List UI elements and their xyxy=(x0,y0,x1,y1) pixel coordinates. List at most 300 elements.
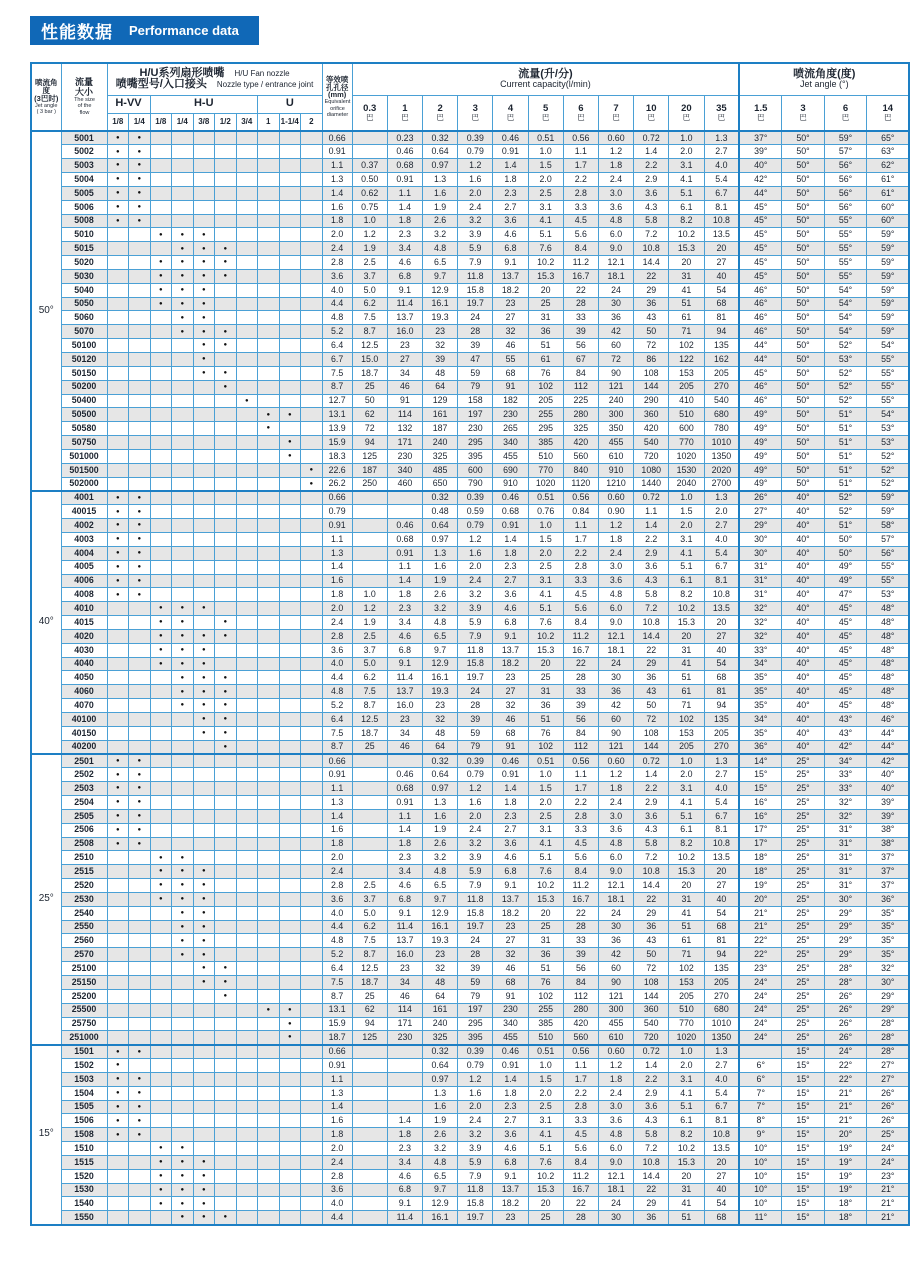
nozzle-availability-empty xyxy=(172,754,194,768)
nozzle-size-header: 1-1/4 xyxy=(279,113,301,131)
flow-value: 22 xyxy=(563,906,598,920)
table-row xyxy=(31,602,909,616)
nozzle-availability-empty xyxy=(301,657,323,671)
flow-value: 0.46 xyxy=(493,131,528,145)
flow-value: 5.8 xyxy=(634,214,669,228)
flow-value: 81 xyxy=(704,311,739,325)
flow-value: 1.3 xyxy=(704,491,739,505)
flow-value: 1.2 xyxy=(458,1072,493,1086)
flow-value: 205 xyxy=(704,975,739,989)
nozzle-availability-empty xyxy=(193,173,215,187)
orifice-diameter-value: 4.0 xyxy=(322,906,352,920)
jet-angle-value: 40° xyxy=(782,712,825,726)
flow-value: 4.1 xyxy=(528,214,563,228)
flow-value: 4.5 xyxy=(563,588,598,602)
flow-value: 40 xyxy=(704,892,739,906)
flow-value: 3.2 xyxy=(458,588,493,602)
nozzle-availability-empty xyxy=(172,131,194,145)
flow-value: 15.0 xyxy=(352,353,387,367)
nozzle-availability-empty xyxy=(258,712,280,726)
nozzle-availability-empty xyxy=(258,449,280,463)
nozzle-availability-empty xyxy=(193,1086,215,1100)
table-row xyxy=(31,1059,909,1073)
nozzle-availability-empty xyxy=(301,851,323,865)
jet-angle-value: 53° xyxy=(867,422,910,436)
group-angle-label: 15° xyxy=(31,1045,61,1225)
orifice-diameter-value: 1.3 xyxy=(322,173,352,187)
nozzle-availability-empty xyxy=(172,712,194,726)
jet-angle-col-zh2: (3巴时) xyxy=(34,93,59,103)
flow-value: 79 xyxy=(458,380,493,394)
nozzle-availability-empty xyxy=(279,616,301,630)
flow-value: 7.5 xyxy=(352,311,387,325)
flow-value: 9.1 xyxy=(493,256,528,270)
orifice-diameter-value: 2.0 xyxy=(322,851,352,865)
flow-value: 10.2 xyxy=(528,256,563,270)
table-row xyxy=(31,353,909,367)
jet-angle-value: 40° xyxy=(739,159,782,173)
jet-angle-value: 15° xyxy=(782,1183,825,1197)
model-number: 501000 xyxy=(61,449,107,463)
flow-value: 0.64 xyxy=(423,519,458,533)
nozzle-availability-empty xyxy=(279,1100,301,1114)
nozzle-availability-empty xyxy=(258,491,280,505)
flow-value: 325 xyxy=(563,422,598,436)
jet-angle-value: 25° xyxy=(782,796,825,810)
nozzle-availability-empty xyxy=(301,325,323,339)
jet-angle-value: 59° xyxy=(867,256,910,270)
nozzle-availability-dot: ● xyxy=(215,962,237,976)
flow-value: 29 xyxy=(634,1197,669,1211)
nozzle-availability-empty xyxy=(215,823,237,837)
flow-value: 4.1 xyxy=(669,173,704,187)
table-row xyxy=(31,242,909,256)
flow-value: 1.8 xyxy=(493,1086,528,1100)
jet-angle-value: 59° xyxy=(867,325,910,339)
nozzle-availability-empty xyxy=(301,256,323,270)
nozzle-availability-dot: ● xyxy=(129,145,151,159)
flow-value: 1.9 xyxy=(352,242,387,256)
flow-value: 0.56 xyxy=(563,491,598,505)
nozzle-availability-empty xyxy=(193,588,215,602)
nozzle-availability-dot: ● xyxy=(172,906,194,920)
jet-angle-value: 15° xyxy=(782,1197,825,1211)
orifice-diameter-value: 4.8 xyxy=(322,311,352,325)
nozzle-availability-empty xyxy=(193,1031,215,1045)
flow-value: 0.60 xyxy=(598,1045,633,1059)
model-number: 1503 xyxy=(61,1072,107,1086)
nozzle-availability-dot: ● xyxy=(193,671,215,685)
jet-angle-value: 6° xyxy=(739,1072,782,1086)
flow-value: 22 xyxy=(563,283,598,297)
orifice-diameter-value: 1.1 xyxy=(322,532,352,546)
nozzle-availability-empty xyxy=(301,629,323,643)
flow-value: 18.2 xyxy=(493,1197,528,1211)
flow-value xyxy=(352,768,387,782)
orifice-col-zh3: (mm) xyxy=(327,90,347,100)
flow-value: 0.51 xyxy=(528,754,563,768)
flow-value xyxy=(352,1197,387,1211)
nozzle-availability-empty xyxy=(215,436,237,450)
flow-value: 4.3 xyxy=(634,823,669,837)
flow-value: 153 xyxy=(669,366,704,380)
nozzle-availability-empty xyxy=(279,879,301,893)
nozzle-availability-empty xyxy=(258,989,280,1003)
nozzle-availability-dot: ● xyxy=(107,1045,129,1059)
flow-value: 4.8 xyxy=(598,837,633,851)
nozzle-availability-empty xyxy=(215,173,237,187)
jet-angle-value: 40° xyxy=(782,685,825,699)
flow-value: 3.2 xyxy=(423,1142,458,1156)
nozzle-availability-empty xyxy=(107,962,129,976)
nozzle-availability-dot: ● xyxy=(150,629,172,643)
table-row xyxy=(31,851,909,865)
capacity-header-zh: 流量(升/分) xyxy=(518,67,573,80)
flow-value: 205 xyxy=(669,740,704,754)
flow-value: 27 xyxy=(493,311,528,325)
nozzle-availability-empty xyxy=(107,256,129,270)
table-row xyxy=(31,1114,909,1128)
jet-angle-value: 45° xyxy=(824,671,867,685)
flow-value: 1.0 xyxy=(352,214,387,228)
nozzle-availability-empty xyxy=(215,131,237,145)
flow-value: 90 xyxy=(598,726,633,740)
nozzle-availability-empty xyxy=(107,449,129,463)
model-number: 2560 xyxy=(61,934,107,948)
flow-value: 600 xyxy=(458,463,493,477)
jet-angle-value: 53° xyxy=(824,353,867,367)
nozzle-availability-empty xyxy=(107,740,129,754)
table-row xyxy=(31,200,909,214)
jet-angle-value: 60° xyxy=(867,200,910,214)
nozzle-availability-dot: ● xyxy=(107,1100,129,1114)
flow-value: 3.6 xyxy=(493,214,528,228)
flow-value: 2.6 xyxy=(423,837,458,851)
nozzle-availability-empty xyxy=(150,920,172,934)
flow-value: 3.2 xyxy=(423,228,458,242)
nozzle-availability-empty xyxy=(279,768,301,782)
nozzle-availability-dot: ● xyxy=(172,616,194,630)
nozzle-availability-empty xyxy=(301,131,323,145)
jet-angle-value: 21° xyxy=(739,906,782,920)
table-row xyxy=(31,906,909,920)
nozzle-availability-empty xyxy=(129,242,151,256)
flow-value: 2.0 xyxy=(458,1100,493,1114)
jet-angle-value: 15° xyxy=(739,782,782,796)
nozzle-availability-dot: ● xyxy=(172,311,194,325)
jet-angle-col-en: Jet angle xyxy=(35,102,58,109)
table-row xyxy=(31,837,909,851)
table-row xyxy=(31,256,909,270)
nozzle-availability-empty xyxy=(129,228,151,242)
nozzle-availability-empty xyxy=(215,934,237,948)
nozzle-availability-empty xyxy=(215,1114,237,1128)
nozzle-availability-dot: ● xyxy=(172,325,194,339)
flow-value: 1.3 xyxy=(423,173,458,187)
flow-value: 6.8 xyxy=(387,1183,422,1197)
nozzle-availability-dot: ● xyxy=(301,463,323,477)
flow-value: 36 xyxy=(528,325,563,339)
flow-value: 1010 xyxy=(704,1017,739,1031)
flow-value: 0.72 xyxy=(634,491,669,505)
flow-value: 71 xyxy=(669,699,704,713)
jet-angle-value: 24° xyxy=(739,989,782,1003)
nozzle-availability-dot: ● xyxy=(172,865,194,879)
flow-value: 270 xyxy=(704,380,739,394)
flow-value: 2.0 xyxy=(528,796,563,810)
nozzle-availability-empty xyxy=(258,657,280,671)
flow-value: 10.2 xyxy=(669,228,704,242)
model-number: 4050 xyxy=(61,671,107,685)
flow-value: 1.2 xyxy=(598,1059,633,1073)
nozzle-availability-empty xyxy=(172,366,194,380)
flow-value: 1020 xyxy=(669,449,704,463)
flow-value: 4.1 xyxy=(528,1128,563,1142)
nozzle-availability-empty xyxy=(215,394,237,408)
flow-value: 16.0 xyxy=(387,699,422,713)
nozzle-availability-empty xyxy=(150,962,172,976)
model-number: 25500 xyxy=(61,1003,107,1017)
nozzle-availability-dot: ● xyxy=(258,408,280,422)
jet-angle-value: 28° xyxy=(824,962,867,976)
jet-angle-value: 48° xyxy=(867,616,910,630)
nozzle-availability-empty xyxy=(172,436,194,450)
flow-value: 23 xyxy=(387,712,422,726)
flow-value xyxy=(352,796,387,810)
nozzle-availability-empty xyxy=(172,796,194,810)
table-row xyxy=(31,283,909,297)
flow-value: 1080 xyxy=(634,463,669,477)
table-row xyxy=(31,962,909,976)
nozzle-availability-empty xyxy=(301,782,323,796)
flow-value: 20 xyxy=(528,906,563,920)
table-row xyxy=(31,560,909,574)
flow-value: 2.2 xyxy=(634,159,669,173)
nozzle-availability-empty xyxy=(236,726,258,740)
jet-angle-value: 29° xyxy=(867,1003,910,1017)
flow-value: 15.8 xyxy=(458,906,493,920)
table-row xyxy=(31,297,909,311)
jet-angle-value: 45° xyxy=(739,269,782,283)
orifice-diameter-value: 7.5 xyxy=(322,366,352,380)
jet-angle-value: 61° xyxy=(867,186,910,200)
nozzle-availability-empty xyxy=(258,837,280,851)
table-row xyxy=(31,948,909,962)
jet-angle-value: 50° xyxy=(782,311,825,325)
nozzle-availability-empty xyxy=(236,408,258,422)
orifice-diameter-value: 2.0 xyxy=(322,228,352,242)
flow-value: 3.0 xyxy=(598,809,633,823)
jet-angle-value: 50° xyxy=(782,422,825,436)
flow-value xyxy=(352,560,387,574)
nozzle-availability-empty xyxy=(193,851,215,865)
flow-value: 7.6 xyxy=(528,616,563,630)
nozzle-availability-empty xyxy=(279,948,301,962)
nozzle-availability-empty xyxy=(150,311,172,325)
jet-angle-value: 29° xyxy=(824,906,867,920)
nozzle-availability-dot: ● xyxy=(107,519,129,533)
orifice-diameter-value: 3.6 xyxy=(322,1183,352,1197)
nozzle-availability-empty xyxy=(279,574,301,588)
flow-value: 770 xyxy=(669,436,704,450)
flow-value xyxy=(352,491,387,505)
flow-value: 55 xyxy=(493,353,528,367)
nozzle-availability-empty xyxy=(301,892,323,906)
nozzle-availability-empty xyxy=(129,256,151,270)
flow-value: 20 xyxy=(669,629,704,643)
orifice-diameter-value: 0.79 xyxy=(322,505,352,519)
nozzle-availability-empty xyxy=(279,712,301,726)
orifice-diameter-value: 2.0 xyxy=(322,1142,352,1156)
nozzle-availability-empty xyxy=(301,809,323,823)
flow-value: 0.91 xyxy=(387,796,422,810)
flow-value: 560 xyxy=(563,1031,598,1045)
nozzle-availability-dot: ● xyxy=(107,1059,129,1073)
nozzle-availability-empty xyxy=(236,297,258,311)
nozzle-availability-empty xyxy=(150,242,172,256)
jet-angle-value: 39° xyxy=(867,809,910,823)
jet-angle-value: 45° xyxy=(739,242,782,256)
jet-angle-value: 30° xyxy=(739,546,782,560)
flow-value: 2.8 xyxy=(563,809,598,823)
jet-angle-value: 22° xyxy=(824,1072,867,1086)
flow-value: 1350 xyxy=(704,449,739,463)
flow-value: 91 xyxy=(493,380,528,394)
flow-value xyxy=(387,754,422,768)
flow-value: 1.2 xyxy=(352,602,387,616)
flow-value: 2.2 xyxy=(563,546,598,560)
nozzle-availability-empty xyxy=(107,602,129,616)
flow-value: 29 xyxy=(634,906,669,920)
flow-value: 0.84 xyxy=(563,505,598,519)
nozzle-availability-empty xyxy=(193,1017,215,1031)
flow-value xyxy=(387,491,422,505)
nozzle-availability-empty xyxy=(129,325,151,339)
nozzle-availability-empty xyxy=(150,546,172,560)
nozzle-availability-empty xyxy=(107,712,129,726)
flow-value: 5.6 xyxy=(563,602,598,616)
jet-angle-value: 35° xyxy=(867,948,910,962)
flow-value: 24 xyxy=(598,1197,633,1211)
nozzle-availability-empty xyxy=(236,366,258,380)
orifice-diameter-value: 0.91 xyxy=(322,145,352,159)
nozzle-availability-empty xyxy=(301,602,323,616)
jet-angle-value: 50° xyxy=(782,186,825,200)
orifice-diameter-value: 26.2 xyxy=(322,477,352,491)
nozzle-availability-empty xyxy=(279,1086,301,1100)
jet-angle-value: 14° xyxy=(739,754,782,768)
flow-value: 8.1 xyxy=(704,574,739,588)
orifice-diameter-value: 6.4 xyxy=(322,962,352,976)
jet-angle-value: 45° xyxy=(739,366,782,380)
flow-value: 6.8 xyxy=(493,865,528,879)
flow-value: 10.2 xyxy=(528,1169,563,1183)
nozzle-availability-empty xyxy=(215,311,237,325)
jet-angle-value: 33° xyxy=(739,643,782,657)
flow-value: 25 xyxy=(528,1211,563,1225)
nozzle-availability-empty xyxy=(193,782,215,796)
flow-value: 36 xyxy=(634,920,669,934)
nozzle-availability-empty xyxy=(301,1017,323,1031)
flow-value: 9.0 xyxy=(598,865,633,879)
flow-value: 0.68 xyxy=(387,532,422,546)
model-number: 5020 xyxy=(61,256,107,270)
nozzle-availability-empty xyxy=(215,449,237,463)
flow-value: 4.1 xyxy=(669,796,704,810)
nozzle-availability-empty xyxy=(129,1183,151,1197)
flow-value: 19.7 xyxy=(458,671,493,685)
jet-angle-value: 15° xyxy=(782,1142,825,1156)
jet-angle-value: 7° xyxy=(739,1086,782,1100)
nozzle-availability-empty xyxy=(215,214,237,228)
table-row xyxy=(31,1197,909,1211)
flow-value: 48 xyxy=(423,366,458,380)
model-number: 4005 xyxy=(61,560,107,574)
nozzle-availability-empty xyxy=(193,186,215,200)
flow-value: 46 xyxy=(387,380,422,394)
nozzle-availability-empty xyxy=(258,1017,280,1031)
flow-value: 121 xyxy=(598,989,633,1003)
jet-angle-value: 19° xyxy=(824,1155,867,1169)
nozzle-availability-dot: ● xyxy=(172,602,194,616)
flow-value: 36 xyxy=(634,671,669,685)
flow-value: 7.6 xyxy=(528,242,563,256)
flow-value: 31 xyxy=(669,892,704,906)
nozzle-availability-empty xyxy=(172,726,194,740)
nozzle-availability-empty xyxy=(301,1114,323,1128)
flow-value: 2.0 xyxy=(669,145,704,159)
nozzle-availability-empty xyxy=(236,269,258,283)
flow-value: 14.4 xyxy=(634,879,669,893)
flow-value: 43 xyxy=(634,934,669,948)
pressure-bar-header: 35 巴 xyxy=(704,95,739,131)
jet-angle-value: 10° xyxy=(739,1197,782,1211)
nozzle-availability-empty xyxy=(279,145,301,159)
jet-angle-value: 62° xyxy=(867,159,910,173)
nozzle-availability-empty xyxy=(279,726,301,740)
flow-value: 13.7 xyxy=(387,934,422,948)
jet-angle-value: 31° xyxy=(824,837,867,851)
flow-value: 455 xyxy=(598,1017,633,1031)
flow-value: 455 xyxy=(493,1031,528,1045)
flow-value: 24 xyxy=(598,657,633,671)
jet-angle-value: 25° xyxy=(782,934,825,948)
flow-value: 114 xyxy=(387,1003,422,1017)
flow-value: 340 xyxy=(387,463,422,477)
nozzle-availability-empty xyxy=(258,671,280,685)
flow-value: 395 xyxy=(458,449,493,463)
flow-value xyxy=(352,574,387,588)
model-number: 50750 xyxy=(61,436,107,450)
orifice-diameter-value: 6.7 xyxy=(322,353,352,367)
orifice-diameter-value: 8.7 xyxy=(322,380,352,394)
nozzle-availability-empty xyxy=(150,214,172,228)
model-number: 4006 xyxy=(61,574,107,588)
nozzle-availability-empty xyxy=(301,754,323,768)
flow-value: 510 xyxy=(669,1003,704,1017)
orifice-col-en2: orifice xyxy=(329,105,345,112)
nozzle-availability-empty xyxy=(279,643,301,657)
flow-value: 20 xyxy=(704,242,739,256)
nozzle-availability-empty xyxy=(301,643,323,657)
nozzle-availability-empty xyxy=(172,532,194,546)
flow-value: 3.1 xyxy=(528,823,563,837)
nozzle-availability-empty xyxy=(301,823,323,837)
flow-value: 1.1 xyxy=(563,768,598,782)
nozzle-availability-dot: ● xyxy=(215,242,237,256)
flow-value: 4.0 xyxy=(704,159,739,173)
model-number: 5008 xyxy=(61,214,107,228)
